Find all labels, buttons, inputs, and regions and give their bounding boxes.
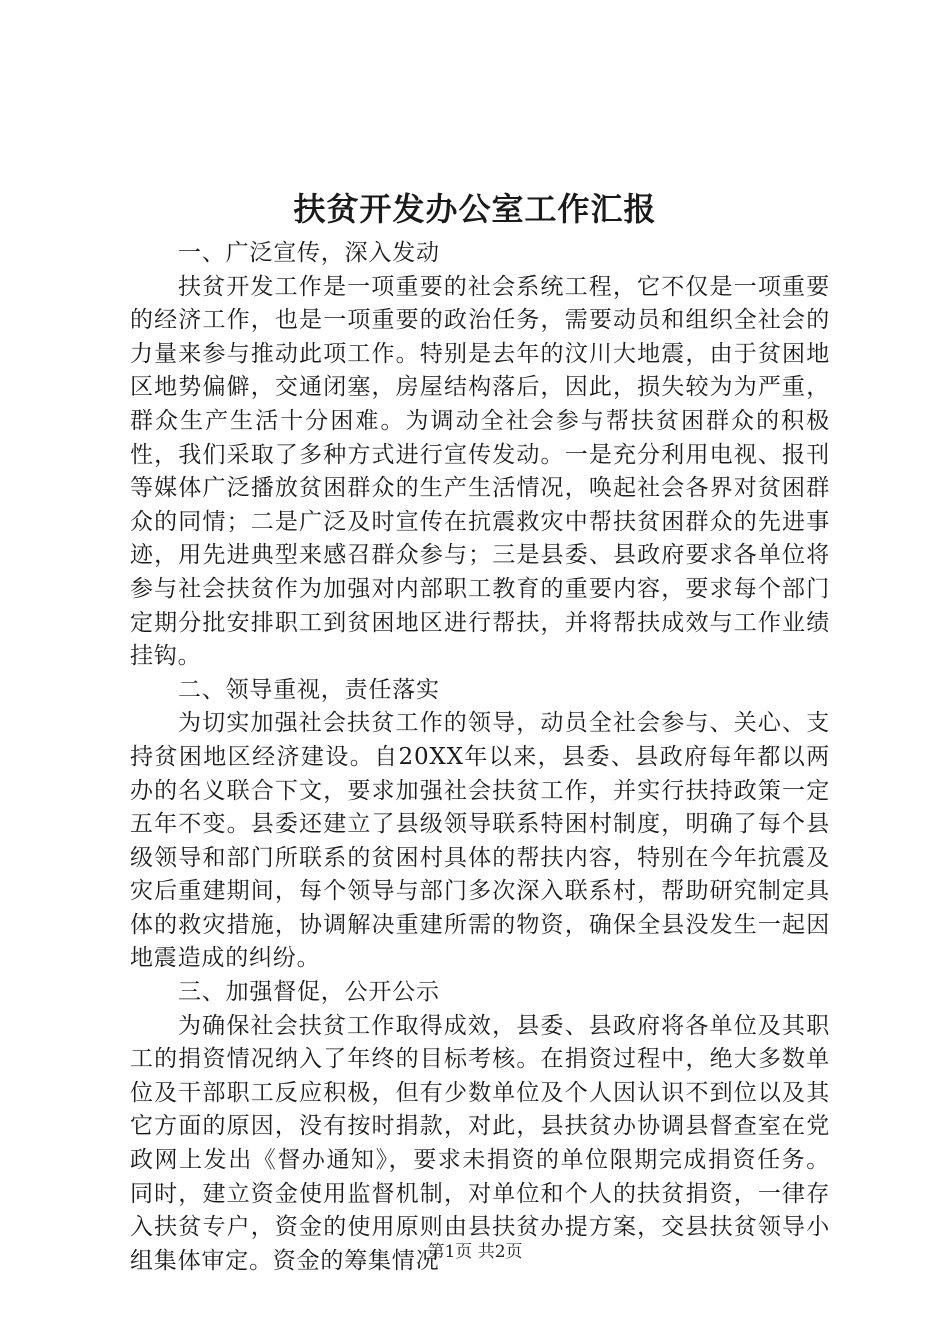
section-heading-3: 三、加强督促，公开公示 bbox=[178, 979, 440, 1006]
section-heading-2: 二、领导重视，责任落实 bbox=[178, 676, 440, 703]
section-paragraph-3: 为确保社会扶贫工作取得成效，县委、县政府将各单位及其职工的捐资情况纳入了年终的目标考核。在捐资过程中，绝大多数单位及干部职工反应积极，但有少数单位及个人因认识不到位以及其它方面的原因，没有按时捐款，对此，县扶贫办协调县督查室在党政网上发出《督办通知》，要求未捐资的单位限期完成捐资任务。同时，建立资金使用监督机制，对单位和个人的扶贫捐资，一律存入扶贫专户，资金的使用原则由县扶贫办提方案，交县扶贫领导小组集体审定。资金的筹集情况 bbox=[130, 1012, 830, 1274]
section-paragraph-2: 为切实加强社会扶贫工作的领导，动员全社会参与、关心、支持贫困地区经济建设。自20XX年以来，县委、县政府每年都以两办的名义联合下文，要求加强社会扶贫工作，并实行扶持政策一定五年不变。县委还建立了县级领导联系特困村制度，明确了每个县级领导和部门所联系的贫困村具体的帮扶内容，特别在今年抗震及灾后重建期间，每个领导与部门多次深入联系村，帮助研究制定具体的救灾措施，协调解决重建所需的物资，确保全县没发生一起因地震造成的纠纷。 bbox=[130, 710, 830, 972]
section-heading-1: 一、广泛宣传，深入发动 bbox=[178, 240, 440, 266]
document-title: 扶贫开发办公室工作汇报 bbox=[293, 190, 657, 228]
page-number-footer: 第1页 共2页 bbox=[427, 1242, 523, 1262]
document-body bbox=[130, 237, 830, 1278]
section-paragraph-1: 扶贫开发工作是一项重要的社会系统工程，它不仅是一项重要的经济工作，也是一项重要的政治任务，需要动员和组织全社会的力量来参与推动此项工作。特别是去年的汶川大地震，由于贫困地区地势偏僻，交通闭塞，房屋结构落后，因此，损失较为为严重，群众生产生活十分困难。为调动全社会参与帮扶贫困群众的积极性，我们采取了多种方式进行宣传发动。一是充分利用电视、报刊等媒体广泛播放贫困群众的生产生活情况，唤起社会各界对贫困群众的同情；二是广泛及时宣传在抗震救灾中帮扶贫困群众的先进事迹，用先进典型来感召群众参与；三是县委、县政府要求各单位将参与社会扶贫作为加强对内部职工教育的重要内容，要求每个部门定期分批安排职工到贫困地区进行帮扶，并将帮扶成效与工作业绩挂钩。 bbox=[130, 273, 830, 670]
